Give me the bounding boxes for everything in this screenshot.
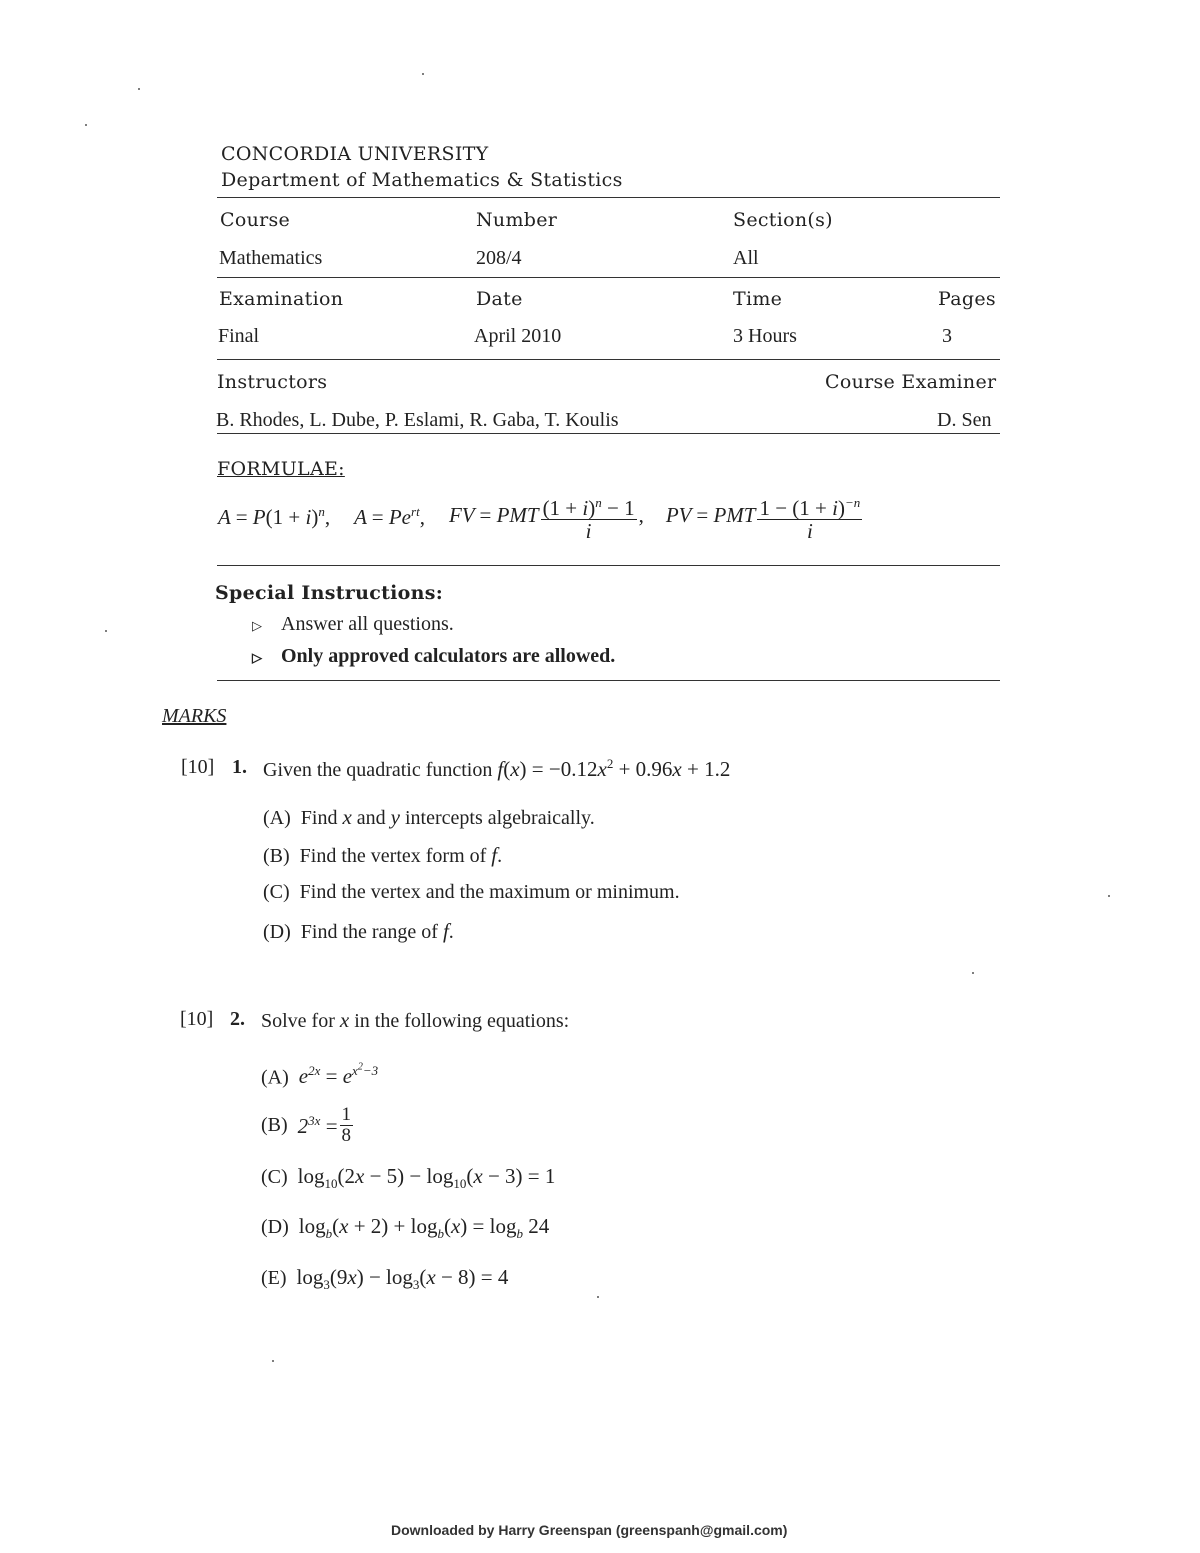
sections-label: Section(s): [733, 209, 833, 231]
university-name: CONCORDIA UNIVERSITY: [221, 143, 489, 165]
date-value: April 2010: [474, 325, 562, 347]
sections-value: All: [733, 247, 759, 269]
marks-header: MARKS: [162, 705, 227, 727]
present-value-formula: PV = PMT $\frac{1 - (1 + i)^{-n}}{i}$: [666, 492, 864, 542]
pages-label: Pages: [938, 288, 996, 310]
course-examiner-label: Course Examiner: [825, 371, 997, 393]
triangle-bullet-icon: ▷: [252, 650, 262, 665]
question-1-part-a: (A) Find x and y intercepts algebraically.: [263, 805, 595, 829]
question-2-marks: [10]: [180, 1008, 214, 1030]
scan-speck: [597, 1296, 599, 1298]
number-label: Number: [476, 209, 558, 231]
question-2-text: Solve for x in the following equations:: [261, 1008, 570, 1032]
divider: [217, 359, 1000, 360]
department-name: Department of Mathematics & Statistics: [221, 169, 623, 191]
date-label: Date: [476, 288, 523, 310]
examination-label: Examination: [219, 288, 344, 310]
question-2-part-c: (C) $\log_{10}(2x - 5) - \log_{10}(x - 3) = 1$: [261, 1164, 556, 1192]
scan-speck: [105, 630, 107, 632]
download-footer: Downloaded by Harry Greenspan (greenspanh@gmail.com): [391, 1522, 788, 1538]
divider: [217, 277, 1000, 278]
formulae-title: FORMULAE:: [217, 458, 345, 480]
quadratic-function: $f(x) = -0.12x^2 + 0.96x + 1.2$: [497, 756, 731, 781]
special-instructions-title: Special Instructions:: [215, 582, 444, 604]
examination-value: Final: [218, 325, 260, 347]
question-2-part-a: (A) $e^{2x} = e^{x^2-3}$: [261, 1062, 379, 1089]
number-value: 208/4: [476, 247, 522, 269]
divider: [217, 565, 1000, 566]
triangle-bullet-icon: ▷: [252, 618, 262, 633]
instructors-label: Instructors: [217, 371, 328, 393]
pages-value: 3: [942, 325, 952, 347]
future-value-formula: FV = PMT $\frac{(1 + i)^n - 1}{i}$ ,: [449, 492, 644, 542]
question-1-part-d: (D) Find the range of f.: [263, 919, 454, 943]
divider: [217, 197, 1000, 198]
scan-speck: [272, 1360, 274, 1362]
question-1-text: Given the quadratic function $f(x) = -0.12x^2 + 0.96x + 1.2$: [263, 756, 731, 781]
divider: [217, 680, 1000, 681]
question-2-part-d: (D) $\log_b(x + 2) + \log_b(x) = \log_b 24$: [261, 1214, 550, 1242]
question-1-part-b: (B) Find the vertex form of f.: [263, 843, 503, 867]
divider: [217, 433, 1000, 434]
scan-speck: [422, 73, 424, 75]
time-value: 3 Hours: [733, 325, 797, 347]
scan-speck: [972, 972, 974, 974]
compound-interest-formula: $A = P(1 + i)^n$,: [218, 504, 331, 529]
scan-speck: [1108, 895, 1110, 897]
formulae-equations: [218, 492, 864, 542]
question-2-part-e: (E) $\log_3(9x) - \log_3(x - 8) = 4$: [261, 1265, 509, 1293]
continuous-interest-formula: $A = Pe^{rt}$,: [354, 504, 425, 529]
course-examiner-value: D. Sen: [937, 409, 992, 431]
question-1-number: 1.: [232, 756, 247, 778]
scan-speck: [85, 124, 87, 126]
course-value: Mathematics: [219, 247, 323, 269]
question-1-marks: [10]: [181, 756, 215, 778]
time-label: Time: [733, 288, 783, 310]
instruction-item: ▷ Only approved calculators are allowed.: [252, 645, 616, 667]
question-2-number: 2.: [230, 1008, 245, 1030]
instruction-item: ▷ Answer all questions.: [252, 613, 454, 635]
question-1-part-c: (C) Find the vertex and the maximum or minimum.: [263, 881, 680, 903]
scan-speck: [138, 88, 140, 90]
instructors-value: B. Rhodes, L. Dube, P. Eslami, R. Gaba, T. Koulis: [216, 409, 619, 431]
question-2-part-b: (B) $2^{3x}$ = $\frac{1}{8}$: [261, 1104, 352, 1146]
course-label: Course: [220, 209, 291, 231]
